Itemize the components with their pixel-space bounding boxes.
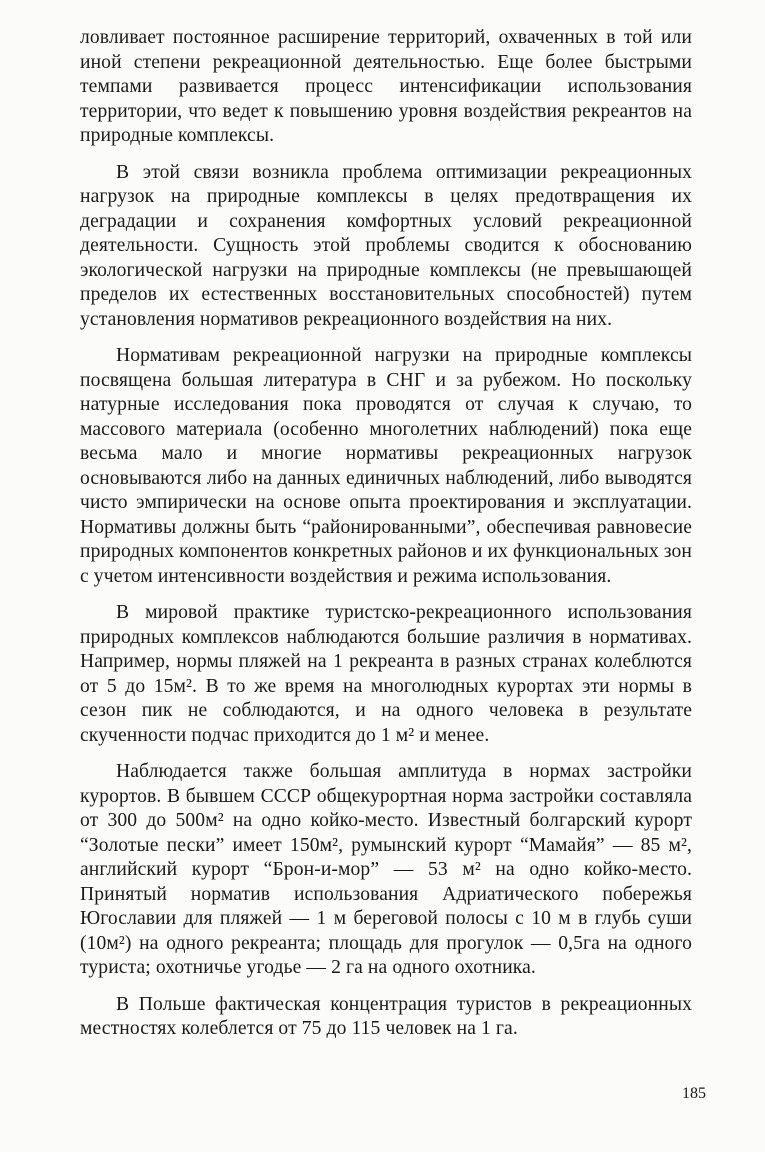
paragraph: Наблюдается также большая амплитуда в нормах застройки курортов. В бывшем СССР общекурортная норма застройки составляла от 300 до 500м² на одно койко-место. Известный болгарский курорт “Золотые пески” имеет 150м², румынский курорт “Мамайя” — 85 м², английский курорт “Брон-и-мор” — 53 м² на одно койко-место. Принятый норматив использования Адриатического побережья Югославии для пляжей — 1 м береговой полосы с 10 м в глубь суши (10м²) на одного рекреанта; площадь для прогулок — 0,5га на одного туриста; охотничье угодье — 2 га на одного охотника.: [80, 761, 692, 978]
page-number: 185: [682, 1085, 706, 1102]
paragraph: Нормативам рекреационной нагрузки на природные комплексы посвящена большая литература в СНГ и за рубежом. Но поскольку натурные исследования пока проводятся от случая к случаю, то массового материала (особенно многолетних наблюдений) пока еще весьма мало и многие нормативы рекреационных нагрузок основываются либо на данных единичных наблюдений, либо выводятся чисто эмпирически на основе опыта проектирования и эксплуатации. Нормативы должны быть “районированными”, обеспечивая равновесие природных компонентов конкретных районов и их функциональных зон с учетом интенсивности воздействия и режима использования.: [80, 345, 692, 587]
paragraph: В мировой практике туристско-рекреационного использования природных комплексов наблюдаются большие различия в нормативах. Например, нормы пляжей на 1 рекреанта в разных странах колеблются от 5 до 15м². В то же время на многолюдных курортах эти нормы в сезон пик не соблюдаются, и на одного человека в результате скученности подчас приходится до 1 м² и менее.: [80, 602, 692, 746]
body-text: [80, 26, 692, 1054]
paragraph-continuation: ловливает постоянное расширение территорий, охваченных в той или иной степени рекреационной деятельностью. Еще более быстрыми темпами развивается процесс интенсификации использования территории, что ведет к повышению уровня воздействия рекреантов на природные комплексы.: [80, 27, 692, 146]
paragraph: В этой связи возникла проблема оптимизации рекреационных нагрузок на природные комплексы в целях предотвращения их деградации и сохранения комфортных условий рекреационной деятельности. Сущность этой проблемы сводится к обоснованию экологической нагрузки на природные комплексы (не превышающей пределов их естественных восстановительных способностей) путем установления нормативов рекреационного воздействия на них.: [80, 161, 692, 330]
paragraph: В Польше фактическая концентрация туристов в рекреационных местностях колеблется от 75 до 115 человек на 1 га.: [80, 993, 692, 1039]
